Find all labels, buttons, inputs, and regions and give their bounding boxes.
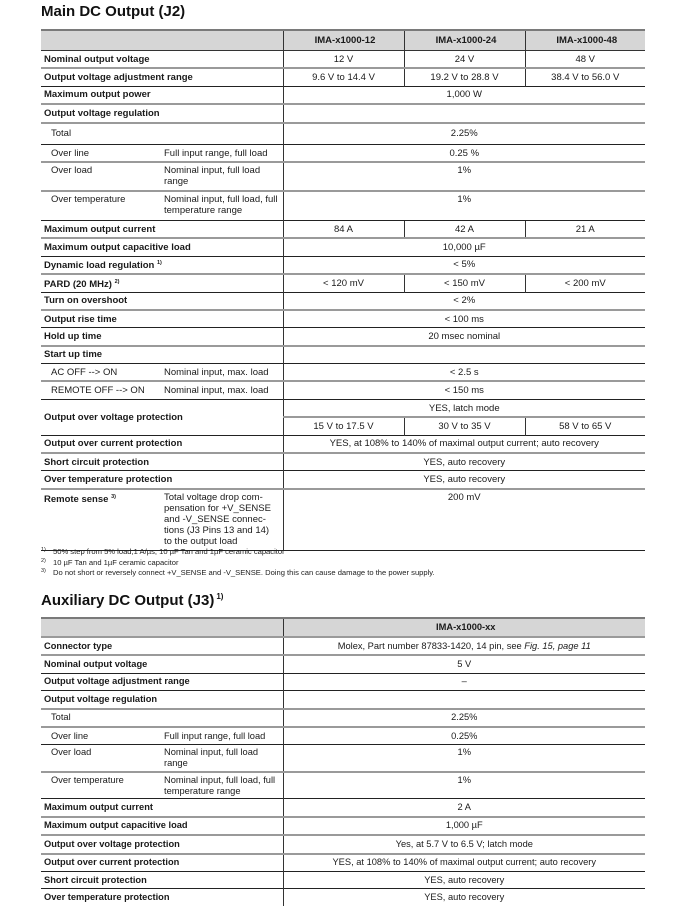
cell-value: 15 V to 17.5 V bbox=[283, 417, 404, 435]
table-row bbox=[41, 745, 645, 772]
cell-value: YES, auto recovery bbox=[283, 453, 645, 471]
cell-value: < 150 ms bbox=[283, 381, 645, 399]
table-row bbox=[41, 191, 645, 220]
row-label: Output rise time bbox=[41, 310, 283, 328]
table-row bbox=[41, 51, 645, 69]
row-condition: Full input range, full load bbox=[162, 727, 283, 745]
header-blank bbox=[41, 618, 283, 637]
table-row bbox=[41, 817, 645, 835]
cell-value: 1% bbox=[283, 772, 645, 799]
row-label: Maximum output capacitive load bbox=[41, 238, 283, 256]
table-row bbox=[41, 471, 645, 489]
table-row bbox=[41, 104, 645, 122]
table-row bbox=[41, 727, 645, 745]
row-label: Output voltage adjustment range bbox=[41, 68, 283, 86]
row-condition: Nominal input, full load range bbox=[162, 162, 283, 191]
figure-reference[interactable]: Fig. 15, page 11 bbox=[524, 640, 591, 651]
auxiliary-dc-output-heading: Auxiliary DC Output (J3) $^{1)}$ bbox=[41, 592, 224, 609]
row-label: Connector type bbox=[41, 637, 283, 655]
cell-value: < 2% bbox=[283, 292, 645, 310]
table-row bbox=[41, 655, 645, 673]
cell-value: YES, auto recovery bbox=[283, 471, 645, 489]
row-label: Remote sense $^{3)}$ bbox=[41, 489, 162, 551]
cell-value: 48 V bbox=[525, 51, 645, 69]
table-row bbox=[41, 68, 645, 86]
table-row bbox=[41, 123, 645, 145]
table-row bbox=[41, 162, 645, 191]
table-row bbox=[41, 381, 645, 399]
row-condition: Nominal input, max. load bbox=[162, 381, 283, 399]
table-row bbox=[41, 835, 645, 853]
row-label: Maximum output current bbox=[41, 220, 283, 238]
cell-value: YES, latch mode bbox=[283, 399, 645, 417]
cell-value: 0.25 % bbox=[283, 145, 645, 163]
row-label: Over temperature protection bbox=[41, 889, 283, 906]
row-label: Turn on overshoot bbox=[41, 292, 283, 310]
footnote-marker: 1) bbox=[156, 260, 162, 267]
cell-value: YES, at 108% to 140% of maximal output current; auto recovery bbox=[283, 854, 645, 872]
table-row bbox=[41, 328, 645, 346]
cell-value: 20 msec nominal bbox=[283, 328, 645, 346]
footnote-marker: 3) bbox=[111, 493, 116, 500]
row-label: Output voltage adjustment range bbox=[41, 673, 283, 690]
cell-value: 2 A bbox=[283, 799, 645, 817]
row-label: Hold up time bbox=[41, 328, 283, 346]
table-row bbox=[41, 772, 645, 799]
cell-value: YES, auto recovery bbox=[283, 889, 645, 906]
cell-value: 42 A bbox=[404, 220, 525, 238]
row-label: Nominal output voltage bbox=[41, 655, 283, 673]
cell-value: Molex, Part number 87833-1420, 14 pin, see Fig. 15, page 11 bbox=[283, 637, 645, 655]
row-condition: Total voltage drop com-pensation for +V_SENSE and -V_SENSE connec-tions (J3 Pins 13 and 14) to the output load bbox=[162, 489, 283, 551]
row-label: Output over voltage protection bbox=[41, 399, 283, 435]
table-row bbox=[41, 889, 645, 906]
auxiliary-dc-output-table bbox=[41, 617, 645, 906]
row-condition: Nominal input, full load range bbox=[162, 745, 283, 772]
cell-value: 200 mV bbox=[283, 489, 645, 551]
header-row bbox=[41, 618, 645, 637]
cell-value: 10,000 µF bbox=[283, 238, 645, 256]
footnote: 3) Do not short or reversely connect +V_SENSE and -V_SENSE. Doing this can cause damage to the power supply. bbox=[41, 568, 435, 577]
table-row bbox=[41, 274, 645, 292]
table-row bbox=[41, 86, 645, 104]
row-label: Total bbox=[41, 123, 283, 145]
row-label: PARD (20 MHz) $^{2)}$ bbox=[41, 274, 283, 292]
row-label: Output voltage regulation bbox=[41, 104, 283, 122]
row-label: Over load bbox=[41, 162, 162, 191]
cell-value: 58 V to 65 V bbox=[525, 417, 645, 435]
row-label: Over load bbox=[41, 745, 162, 772]
cell-value: YES, auto recovery bbox=[283, 871, 645, 888]
cell-value: 1% bbox=[283, 191, 645, 220]
row-label: Nominal output voltage bbox=[41, 51, 283, 69]
table-row bbox=[41, 435, 645, 453]
row-label: Over temperature bbox=[41, 191, 162, 220]
table-row bbox=[41, 310, 645, 328]
row-condition: Nominal input, max. load bbox=[162, 364, 283, 382]
column-header: IMA-x1000-12 bbox=[283, 30, 404, 51]
cell-value: 30 V to 35 V bbox=[404, 417, 525, 435]
row-condition: Full input range, full load bbox=[162, 145, 283, 163]
cell-value: < 150 mV bbox=[404, 274, 525, 292]
cell-value: 19.2 V to 28.8 V bbox=[404, 68, 525, 86]
cell-value: 2.25% bbox=[283, 709, 645, 727]
cell-value: < 100 ms bbox=[283, 310, 645, 328]
table-row bbox=[41, 489, 645, 551]
cell-value: 1,000 µF bbox=[283, 817, 645, 835]
cell-value: < 200 mV bbox=[525, 274, 645, 292]
row-label: REMOTE OFF --> ON bbox=[41, 381, 162, 399]
cell-value: 0.25% bbox=[283, 727, 645, 745]
row-label: Total bbox=[41, 709, 283, 727]
table-row bbox=[41, 673, 645, 690]
table-row bbox=[41, 238, 645, 256]
footnote: 1) 50% step from 5% load,1 A/µs, 10 µF Tan and 1µF ceramic capacitor bbox=[41, 547, 285, 556]
main-dc-output-heading: Main DC Output (J2) bbox=[41, 3, 186, 20]
cell-value: 1% bbox=[283, 745, 645, 772]
table-row bbox=[41, 145, 645, 163]
cell-value: 1% bbox=[283, 162, 645, 191]
header-blank bbox=[41, 30, 283, 51]
row-label: Short circuit protection bbox=[41, 871, 283, 888]
cell-value: 5 V bbox=[283, 655, 645, 673]
row-label: Over temperature bbox=[41, 772, 162, 799]
footnote-marker: 1) bbox=[216, 592, 224, 601]
cell-value bbox=[283, 104, 645, 122]
footnote: 2) 10 µF Tan and 1µF ceramic capacitor bbox=[41, 557, 179, 567]
cell-value: 84 A bbox=[283, 220, 404, 238]
row-label: Output over current protection bbox=[41, 854, 283, 872]
cell-value: 12 V bbox=[283, 51, 404, 69]
table-row bbox=[41, 220, 645, 238]
table-row bbox=[41, 691, 645, 709]
footnotes bbox=[41, 547, 435, 579]
cell-value: < 5% bbox=[283, 256, 645, 274]
table-row bbox=[41, 292, 645, 310]
row-label: Start up time bbox=[41, 346, 283, 364]
cell-value: – bbox=[283, 673, 645, 690]
column-header: IMA-x1000-48 bbox=[525, 30, 645, 51]
row-label: Over temperature protection bbox=[41, 471, 283, 489]
cell-value: 9.6 V to 14.4 V bbox=[283, 68, 404, 86]
row-label: Maximum output power bbox=[41, 86, 283, 104]
column-header: IMA-x1000-24 bbox=[404, 30, 525, 51]
table-row bbox=[41, 364, 645, 382]
cell-value: YES, at 108% to 140% of maximal output current; auto recovery bbox=[283, 435, 645, 453]
table-row bbox=[41, 637, 645, 655]
row-label: Maximum output current bbox=[41, 799, 283, 817]
table-row bbox=[41, 854, 645, 872]
cell-value bbox=[283, 691, 645, 709]
footnote-marker: 2) bbox=[114, 278, 120, 285]
table-row bbox=[41, 709, 645, 727]
row-label: Short circuit protection bbox=[41, 453, 283, 471]
row-label: Over line bbox=[41, 145, 162, 163]
row-condition: Nominal input, full load, full temperature range bbox=[162, 191, 283, 220]
table-row bbox=[41, 399, 645, 417]
table-row bbox=[41, 871, 645, 888]
column-header: IMA-x1000-xx bbox=[283, 618, 645, 637]
cell-value: 21 A bbox=[525, 220, 645, 238]
cell-value: 24 V bbox=[404, 51, 525, 69]
table-row bbox=[41, 256, 645, 274]
table-row bbox=[41, 453, 645, 471]
row-label: Output over voltage protection bbox=[41, 835, 283, 853]
row-label: Output voltage regulation bbox=[41, 691, 283, 709]
header-row bbox=[41, 30, 645, 51]
cell-value: 38.4 V to 56.0 V bbox=[525, 68, 645, 86]
cell-value bbox=[283, 346, 645, 364]
table-row bbox=[41, 346, 645, 364]
table-row bbox=[41, 799, 645, 817]
row-label: Over line bbox=[41, 727, 162, 745]
row-label: Maximum output capacitive load bbox=[41, 817, 283, 835]
main-dc-output-table bbox=[41, 29, 645, 551]
row-condition: Nominal input, full load, full temperature range bbox=[162, 772, 283, 799]
cell-value: 1,000 W bbox=[283, 86, 645, 104]
row-label: Dynamic load regulation $^{1)}$ bbox=[41, 256, 283, 274]
cell-value: < 120 mV bbox=[283, 274, 404, 292]
row-label: AC OFF --> ON bbox=[41, 364, 162, 382]
cell-value: Yes, at 5.7 V to 6.5 V; latch mode bbox=[283, 835, 645, 853]
row-label: Output over current protection bbox=[41, 435, 283, 453]
cell-value: 2.25% bbox=[283, 123, 645, 145]
cell-value: < 2.5 s bbox=[283, 364, 645, 382]
